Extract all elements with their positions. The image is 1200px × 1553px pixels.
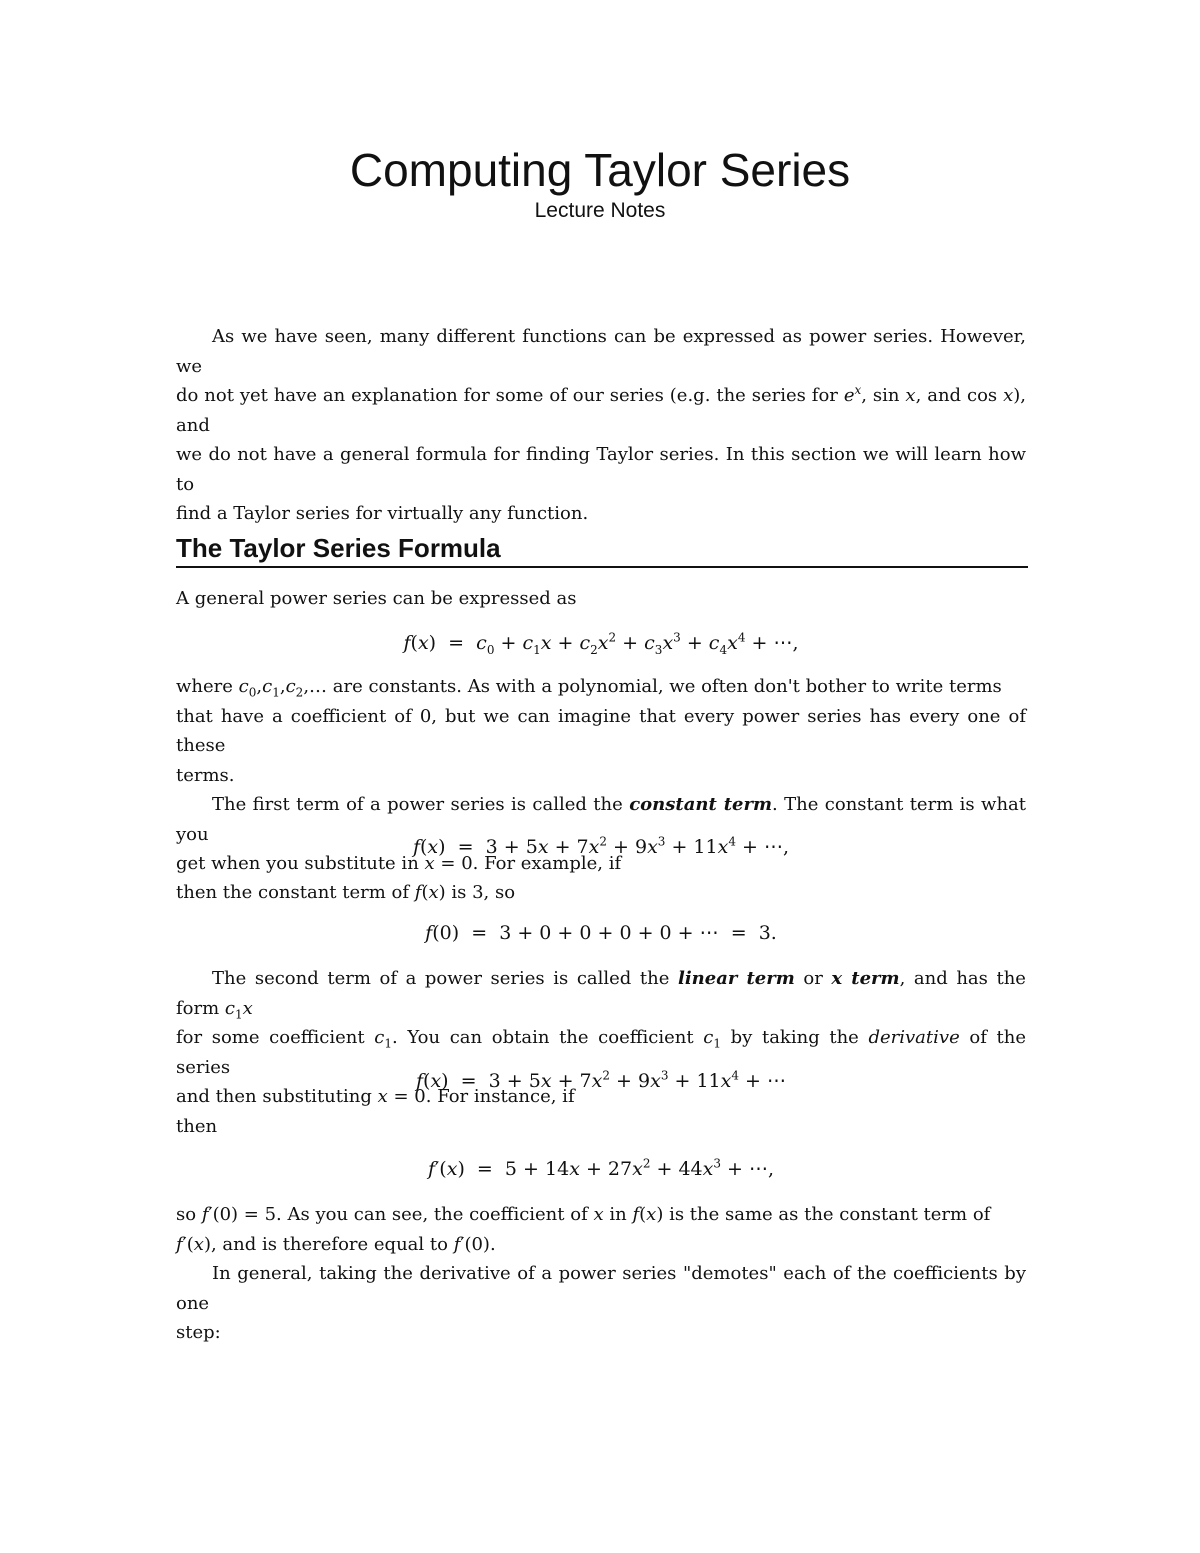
section-rule xyxy=(176,566,1028,568)
equation-derivative-series: $f'(x) = 5 + 14x + 27x^2 + 44x^3$ + ⋯, xyxy=(427,1156,775,1180)
then-constant-line: then the constant term of f(x) is 3, so xyxy=(176,882,516,903)
intro-line-3: we do not have a general formula for finding Taylor series. In this section we will learn how to xyxy=(176,444,1026,495)
intro-paragraph xyxy=(176,322,1026,529)
linear-term-emphasis: linear term xyxy=(677,968,795,989)
in-general-line-2: step: xyxy=(176,1322,221,1343)
general-intro: A general power series can be expressed as xyxy=(176,588,577,609)
equation-example-series: $f(x) = 3 + 5x + 7x^2 + 9x^3 + 11x^4$ + ⋯, xyxy=(412,834,790,858)
derivative-emphasis: derivative xyxy=(868,1027,960,1048)
so-paragraph xyxy=(176,1200,1026,1348)
intro-line-2: do not yet have an explanation for some of our series (e.g. the series for $e^x$, sin x, and cos x), and xyxy=(176,383,1026,436)
where-line-2: that have a coefficient of 0, but we can imagine that every power series has every one of these xyxy=(176,705,1026,756)
second-term-line-3: and then substituting x = 0. For instance, if xyxy=(176,1086,575,1107)
substitute-line: get when you substitute in x = 0. For example, if xyxy=(176,853,622,874)
equation-f0: f(0) = 3 + 0 + 0 + 0 + 0 + ⋯ = 3. xyxy=(425,922,777,944)
intro-line-1: As we have seen, many different functions can be expressed as power series. However, we xyxy=(176,326,1026,377)
page-subtitle: Lecture Notes xyxy=(534,199,666,222)
page-title: Computing Taylor Series xyxy=(349,144,851,196)
where-line-3: terms. xyxy=(176,764,235,786)
second-term-line-2: for some coefficient $c_1$. You can obtain the coefficient $c_1$ by taking the derivative of the series xyxy=(176,1027,1026,1078)
first-term-line: The first term of a power series is called the constant term. The constant term is what you xyxy=(176,794,1027,845)
in-general-line-1: In general, taking the derivative of a power series "demotes" each of the coefficients by one xyxy=(176,1263,1026,1314)
equation-instance-series: $f(x) = 3 + 5x + 7x^2 + 9x^3 + 11x^4$ + ⋯ xyxy=(415,1068,787,1092)
section-heading: The Taylor Series Formula xyxy=(176,533,501,563)
x-term-emphasis: x term xyxy=(831,968,900,989)
constant-term-emphasis: constant term xyxy=(629,794,773,815)
second-term-line-1: The second term of a power series is called the linear term or x term, and has the form $c_1x$ xyxy=(176,968,1026,1022)
so-line-1: so f′(0) = 5. As you can see, the coefficient of x in f(x) is the same as the constant term of xyxy=(176,1204,991,1225)
so-line-2: f′(x), and is therefore equal to f′(0). xyxy=(176,1233,496,1255)
intro-line-4: find a Taylor series for virtually any function. xyxy=(176,503,589,524)
where-line-1: where $c_0,c_1,c_2,\dots$ are constants. As with a polynomial, we often don't bother to write terms xyxy=(176,676,1002,700)
then-line: then xyxy=(176,1116,218,1137)
equation-general-series: $f(x) = c_0 + c_1x + c_2x^2 + c_3x^3 + c_4x^4$ + ⋯, xyxy=(403,630,799,657)
